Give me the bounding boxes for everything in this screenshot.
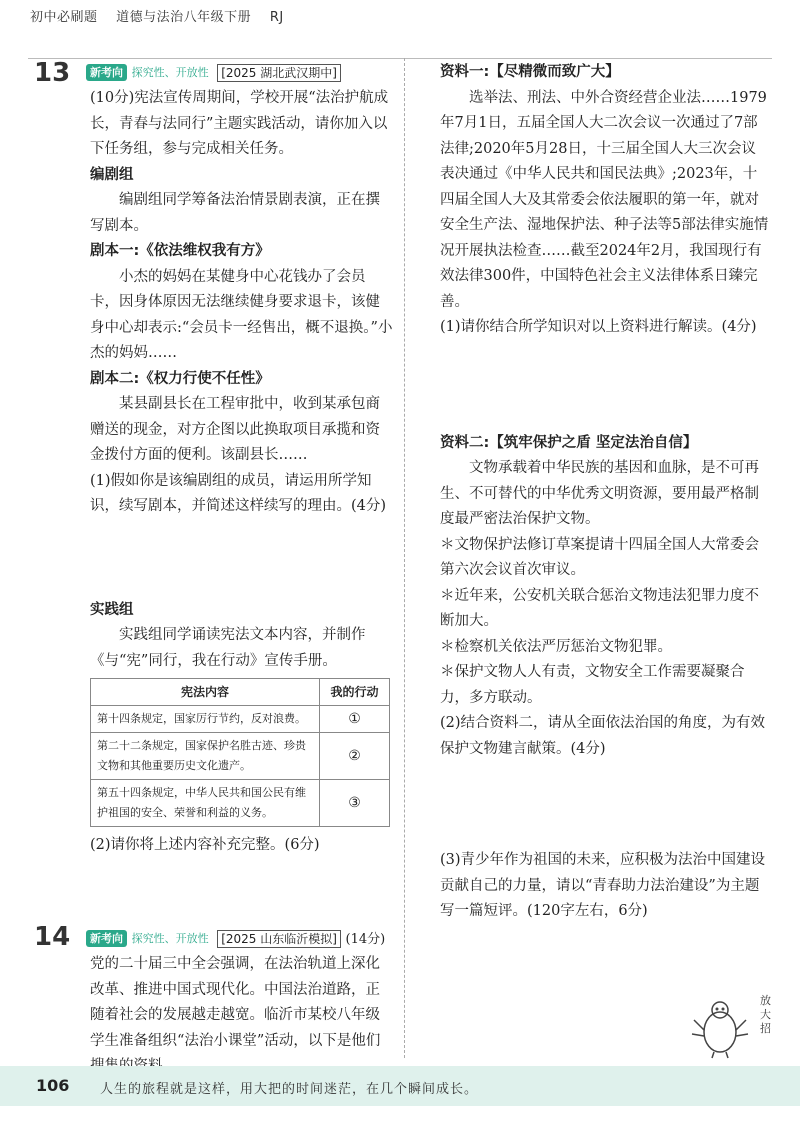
left-column: [90, 60, 394, 859]
table-row: [91, 733, 390, 780]
page-number: 106: [36, 1076, 70, 1095]
question-source: [2025 湖北武汉期中]: [217, 64, 341, 82]
new-trend-badge: 新考向: [86, 930, 127, 947]
question-tags: 探究性、开放性: [131, 66, 209, 79]
mascot-icon: [690, 990, 780, 1060]
question-tags: 探究性、开放性: [131, 932, 209, 945]
table-header: 我的行动: [320, 679, 390, 706]
mascot-label-char: 招: [760, 1022, 771, 1035]
constitution-table: [90, 678, 390, 827]
question-14-text: 党的二十届三中全会强调，在法治轨道上深化改革、推进中国式现代化。中国法治道路，正随着社会的发展越走越宽。临沂市某校八年级学生准备组织“法治小课堂”活动，以下是他们: [90, 956, 381, 1049]
group2-title: 实践组: [90, 601, 134, 618]
footer-motto: 人生的旅程就是这样，用大把的时间迷茫，在几个瞬间成长。: [100, 1082, 479, 1097]
material2-bullet: ＊保护文物人人有责，文物安全工作需要凝聚合力，多方联动。: [440, 664, 745, 706]
group1-title: 编剧组: [90, 166, 134, 183]
material1-title: 资料一:【尽精微而致广大】: [440, 64, 620, 80]
material2-title: 资料二:【筑牢保护之盾 坚定法治自信】: [440, 434, 698, 451]
question-points: (14分): [345, 931, 386, 947]
question-13-1: (1)假如你是该编剧组的成员，请运用所学知识，续写剧本，并简述这样续写的理由。(4分): [90, 472, 387, 515]
table-cell-action: ③: [320, 780, 390, 827]
question-13-number: 13: [34, 58, 71, 88]
group2-text: 实践组同学诵读宪法文本内容，并制作《与“宪”同行，我在行动》宣传手册。: [90, 627, 366, 669]
material2-question: (2)结合资料二，请从全面依法治国的角度，为有效保护文物建言献策。(4分): [440, 715, 766, 757]
answer-space: [440, 341, 770, 431]
question-14-block: [90, 926, 394, 1080]
script1-title: 剧本一:《依法维权我有方》: [90, 243, 270, 260]
group1-text: 编剧组同学筹备法治情景剧表演，正在撰写剧本。: [90, 192, 380, 234]
table-cell-action: ②: [320, 733, 390, 780]
right-column: [440, 60, 770, 925]
script2-text: 某县副县长在工程审批中，收到某承包商赠送的现金，对方企图以此换取项目承揽和资金拨付方面的便利。该副县长……: [90, 396, 380, 464]
mascot-label-char: 放: [760, 994, 771, 1007]
table-cell-content: 第十四条规定，国家厉行节约，反对浪费。: [91, 706, 320, 733]
answer-space: [440, 762, 770, 848]
new-trend-badge: 新考向: [86, 64, 127, 81]
header-rule: [28, 58, 772, 59]
material2-bullet: ＊近年来，公安机关联合惩治文物违法犯罪力度不断加大。: [440, 587, 759, 629]
table-header: 宪法内容: [91, 679, 320, 706]
question-source: [2025 山东临沂模拟]: [217, 930, 341, 948]
material2-text: 文物承载着中华民族的基因和血脉，是不可再生、不可替代的中华优秀文明资源，要用最严格制度最严密法治保护文物。: [440, 460, 759, 527]
mascot-label-char: 大: [760, 1008, 771, 1021]
question-14-3: (3)青少年作为祖国的未来，应积极为法治中国建设贡献自己的力量，请以“青春助力法治建设”为主题写一篇短评。(120字左右，6分): [440, 852, 766, 919]
book-name: 初中必刷题: [30, 10, 98, 25]
script1-text: 小杰的妈妈在某健身中心花钱办了会员卡，因身体原因无法继续健身要求退卡，该健身中心却表示:“会员卡一经售出，概不退换。”小杰的妈妈……: [90, 268, 393, 362]
material2-bullet: ＊文物保护法修订草案提请十四届全国人大常委会第六次会议首次审议。: [440, 536, 759, 578]
page-header: [30, 6, 298, 25]
table-cell-content: 第五十四条规定，中华人民共和国公民有维护祖国的安全、荣誉和利益的义务。: [91, 780, 320, 827]
material2-bullet: ＊检察机关依法严厉惩治文物犯罪。: [440, 638, 672, 655]
material1-text: 选举法、刑法、中外合资经营企业法……1979年7月1日，五届全国人大二次会议一次通过了7部法律;2020年5月28日，十三届全国人大三次会议表决通过《中华人民共和国民法典》;2023年，十四届全国人大及其常委会依法履职的第一年，就对安全生产法、湿地保护法、种子法等5部法律实施情况开展执法检查……截至2024年2月，我国现行有效法律300件，中国特色社会主义法律体系日臻完善。: [440, 89, 769, 310]
table-row: [91, 780, 390, 827]
edition: RJ: [269, 10, 284, 25]
table-cell-content: 第二十二条规定，国家保护名胜古迹、珍贵文物和其他重要历史文化遗产。: [91, 733, 320, 780]
column-divider: [404, 58, 405, 1058]
script2-title: 剧本二:《权力行使不任性》: [90, 370, 270, 387]
table-row: [91, 706, 390, 733]
table-cell-action: ①: [320, 706, 390, 733]
question-13-2: (2)请你将上述内容补充完整。(6分): [90, 837, 320, 854]
question-14-number: 14: [34, 922, 71, 952]
subject-name: 道德与法治八年级下册: [116, 10, 252, 25]
material1-question: (1)请你结合所学知识对以上资料进行解读。(4分): [440, 319, 757, 335]
table-header-row: [91, 679, 390, 706]
question-13-intro: (10分)宪法宣传周期间，学校开展“法治护航成长，青春与法同行”主题实践活动，请你加入以下任务组，参与完成相关任务。: [90, 90, 389, 158]
answer-space: [90, 520, 394, 598]
